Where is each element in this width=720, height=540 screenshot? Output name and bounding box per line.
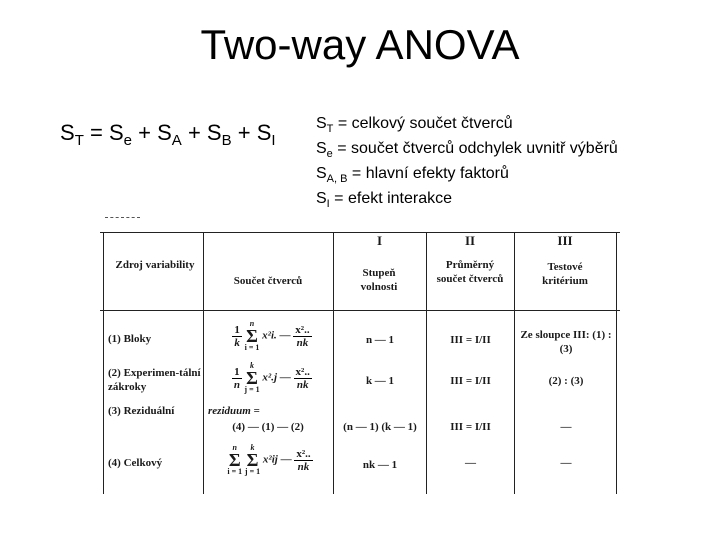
table-divider bbox=[333, 232, 334, 494]
equals-sign: = bbox=[89, 120, 103, 145]
formula-blocks: $\frac{1}{k}$ n Σ i = 1 x²i. — $\frac{\text{x²..}}{nk}$ bbox=[234, 319, 310, 352]
plus-sign: + bbox=[237, 120, 251, 145]
df-residual: (n — 1) (k — 1) bbox=[343, 421, 417, 433]
test-total: — bbox=[560, 457, 572, 469]
symbol-legend bbox=[316, 114, 618, 214]
header-mean: Průměrný součet čtverců bbox=[436, 259, 504, 285]
scan-artifact-line bbox=[105, 217, 140, 218]
mean-treatments: III = I/II bbox=[450, 375, 491, 387]
header-sum: Součet čtverců bbox=[233, 275, 303, 287]
header-test: Testové kritérium bbox=[542, 261, 588, 287]
df-treatments: k — 1 bbox=[365, 375, 395, 387]
eq-sb: $S_B$ bbox=[206, 120, 232, 149]
row-label-blocks: (1) Bloky bbox=[108, 333, 152, 345]
legend-item: $S_{A, B}$ = hlavní efekty faktorů bbox=[316, 165, 509, 185]
legend-item: $S_e$ = součet čtverců odchylek uvnitř výběrů bbox=[316, 140, 618, 160]
mean-total: — bbox=[465, 457, 476, 469]
mean-residual: III = I/II bbox=[450, 421, 491, 433]
df-total: nk — 1 bbox=[362, 459, 398, 471]
col-numeral-1: I bbox=[376, 233, 383, 248]
anova-table-image bbox=[100, 232, 620, 494]
plus-sign: + bbox=[138, 120, 151, 145]
legend-item: $S_T$ = celkový součet čtverců bbox=[316, 115, 513, 135]
formula-treatments: $\frac{1}{n}$ k Σ j = 1 x².j — $\frac{\text{x²..}}{nk}$ bbox=[233, 361, 310, 394]
formula-total: n Σ i = 1 k Σ j = 1 x²ij — $\frac{\text{x²..}}{nk}$ bbox=[227, 443, 311, 476]
test-residual: — bbox=[560, 421, 572, 433]
test-blocks: Ze sloupce III: (1) : (3) bbox=[520, 329, 612, 355]
legend-item: $S_I$ = efekt interakce bbox=[316, 190, 453, 210]
eq-si: $S_I$ bbox=[256, 120, 276, 149]
formula-residual: reziduum = (4) — (1) — (2) bbox=[208, 405, 304, 433]
table-header-rule bbox=[100, 310, 620, 311]
header-source: Zdroj variability bbox=[115, 259, 195, 271]
table-border-top bbox=[100, 232, 620, 233]
mean-blocks: III = I/II bbox=[450, 334, 491, 346]
row-label-treatments: (2) Experimen-tální zákroky bbox=[108, 367, 201, 393]
anova-equation bbox=[60, 120, 276, 149]
table-border-left bbox=[103, 232, 104, 494]
row-label-residual: (3) Reziduální bbox=[108, 405, 175, 417]
col-numeral-2: II bbox=[464, 233, 476, 248]
table-divider bbox=[426, 232, 427, 494]
df-blocks: n — 1 bbox=[365, 334, 395, 346]
table-border-right bbox=[616, 232, 617, 494]
header-df: Stupeň volnosti bbox=[360, 267, 398, 293]
eq-se: $S_e$ bbox=[108, 120, 132, 149]
eq-sa: $S_A$ bbox=[157, 120, 182, 149]
eq-st: $S_T$ bbox=[60, 120, 84, 149]
page-title: Two-way ANOVA bbox=[200, 21, 520, 68]
plus-sign: + bbox=[187, 120, 201, 145]
col-numeral-3: III bbox=[557, 233, 573, 248]
row-label-total: (4) Celkový bbox=[108, 457, 163, 469]
table-divider bbox=[514, 232, 515, 494]
test-treatments: (2) : (3) bbox=[548, 375, 584, 387]
table-divider bbox=[203, 232, 204, 494]
